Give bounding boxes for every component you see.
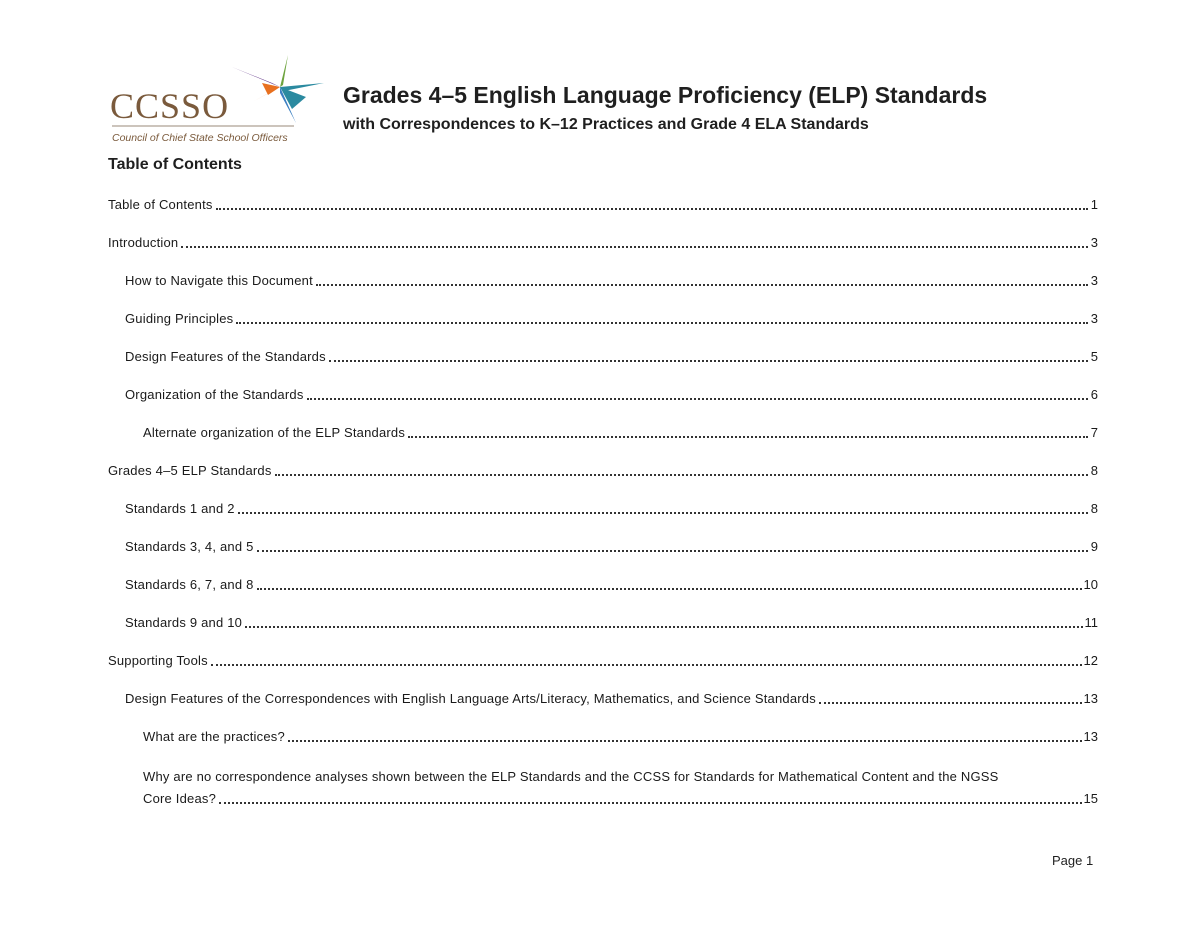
dot-leader	[329, 360, 1088, 362]
toc-entry-standards-6-7-8[interactable]	[108, 575, 1098, 595]
dot-leader	[181, 246, 1088, 248]
toc-entry-label: Design Features of the Standards	[125, 349, 326, 364]
toc-page-number: 13	[1083, 729, 1098, 744]
toc-page-number: 3	[1090, 235, 1098, 250]
dot-leader	[316, 284, 1088, 286]
toc-entry-label: Table of Contents	[108, 197, 213, 212]
dot-leader	[819, 702, 1082, 704]
dot-leader	[238, 512, 1088, 514]
toc-entry-label: Standards 1 and 2	[125, 501, 235, 516]
toc-page-number: 8	[1090, 501, 1098, 516]
toc-entry-label: Design Features of the Correspondences with English Language Arts/Literacy, Mathematics, and Science Standards	[125, 691, 816, 706]
toc-entry-standards-3-4-5[interactable]	[108, 537, 1098, 557]
page-footer: Page 1	[1052, 853, 1094, 868]
toc-entry-label: Standards 6, 7, and 8	[125, 577, 254, 592]
toc-entry-label: Organization of the Standards	[125, 387, 304, 402]
dot-leader	[216, 208, 1088, 210]
toc-page-number: 6	[1090, 387, 1098, 402]
toc-entry-guiding-principles[interactable]	[108, 309, 1098, 329]
toc-entry-introduction[interactable]	[108, 233, 1098, 253]
table-of-contents	[108, 195, 1098, 827]
toc-entry-why-no-correspondence[interactable]	[108, 765, 1098, 809]
dot-leader	[408, 436, 1088, 438]
dot-leader	[257, 588, 1082, 590]
toc-entry-label: Alternate organization of the ELP Standards	[143, 425, 406, 440]
toc-entry-label: Grades 4–5 ELP Standards	[108, 463, 272, 478]
toc-entry-label: Introduction	[108, 235, 179, 250]
toc-page-number: 11	[1084, 615, 1098, 630]
toc-page-number: 15	[1083, 791, 1098, 806]
toc-page-number: 7	[1090, 425, 1098, 440]
toc-entry-line2	[143, 789, 1098, 809]
toc-entry-label: Standards 3, 4, and 5	[125, 539, 254, 554]
title-block	[343, 80, 1163, 136]
dot-leader	[275, 474, 1088, 476]
toc-entry-standards-9-10[interactable]	[108, 613, 1098, 633]
dot-leader	[288, 740, 1082, 742]
toc-page-number: 12	[1083, 653, 1098, 668]
toc-entry-organization[interactable]	[108, 385, 1098, 405]
logo-tagline: Council of Chief State School Officers	[112, 132, 288, 144]
toc-entry-label: Standards 9 and 10	[125, 615, 243, 630]
toc-entry-design-features[interactable]	[108, 347, 1098, 367]
toc-page-number: 3	[1090, 273, 1098, 288]
toc-page-number: 5	[1090, 349, 1098, 364]
toc-entry-label-line2: Core Ideas?	[143, 791, 217, 806]
dot-leader	[257, 550, 1088, 552]
toc-page-number: 8	[1090, 463, 1098, 478]
logo-wordmark: CCSSO	[110, 86, 230, 126]
ccsso-logo	[108, 52, 333, 147]
document-title: Grades 4–5 English Language Proficiency (ELP) Standards	[343, 82, 988, 108]
toc-entry-alternate-organization[interactable]	[108, 423, 1098, 443]
document-subtitle: with Correspondences to K–12 Practices and Grade 4 ELA Standards	[343, 116, 869, 133]
toc-entry-label: Guiding Principles	[125, 311, 234, 326]
toc-entry-label: Supporting Tools	[108, 653, 208, 668]
dot-leader	[219, 802, 1082, 804]
toc-entry-design-features-correspondences[interactable]	[108, 689, 1098, 709]
toc-page-number: 1	[1090, 197, 1098, 212]
toc-page-number: 9	[1090, 539, 1098, 554]
toc-entry-supporting-tools[interactable]	[108, 651, 1098, 671]
toc-entry-elp-standards[interactable]	[108, 461, 1098, 481]
toc-entry-how-to-navigate[interactable]	[108, 271, 1098, 291]
toc-page-number: 3	[1090, 311, 1098, 326]
toc-entry-standards-1-2[interactable]	[108, 499, 1098, 519]
dot-leader	[211, 664, 1082, 666]
toc-entry-table-of-contents[interactable]	[108, 195, 1098, 215]
toc-heading: Table of Contents	[108, 156, 242, 173]
toc-entry-label: What are the practices?	[143, 729, 285, 744]
toc-entry-what-are-practices[interactable]	[108, 727, 1098, 747]
dot-leader	[236, 322, 1088, 324]
toc-entry-label: How to Navigate this Document	[125, 273, 313, 288]
dot-leader	[307, 398, 1088, 400]
dot-leader	[245, 626, 1082, 628]
toc-entry-label-line1: Why are no correspondence analyses shown between the ELP Standards and the CCSS for Standards for Mathematical Content and the NGSS	[143, 769, 999, 784]
toc-page-number: 13	[1083, 691, 1098, 706]
pinwheel-star-icon	[232, 55, 324, 123]
toc-page-number: 10	[1083, 577, 1098, 592]
